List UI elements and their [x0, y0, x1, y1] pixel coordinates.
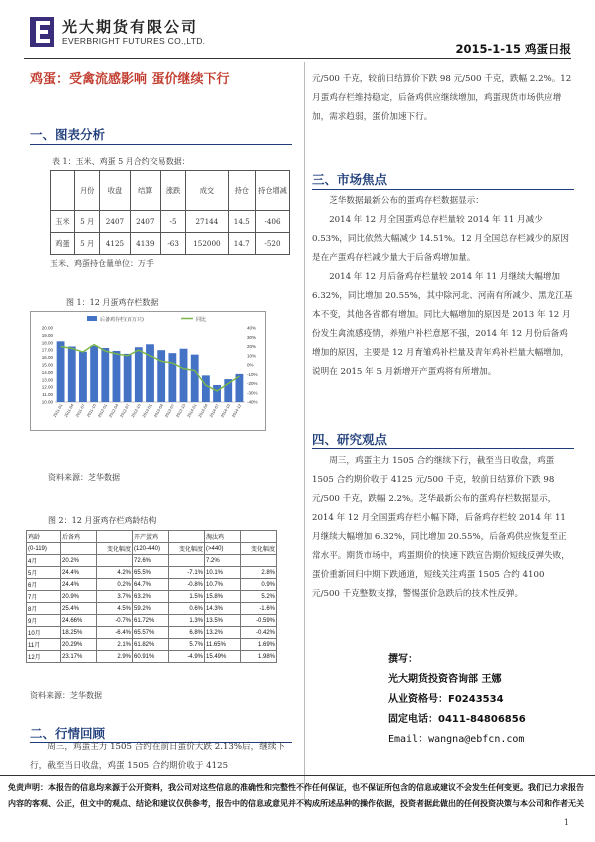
- x-tick-label: 2011-07: [74, 403, 86, 418]
- table2-cell: 10月: [27, 627, 61, 639]
- table-row: [27, 567, 277, 579]
- x-tick-label: 2014-07: [208, 403, 220, 419]
- table2-cell: 0.6%: [169, 603, 205, 615]
- author-name: 光大期货投资咨询部 王娜: [388, 674, 502, 685]
- table1-cell: 玉米: [51, 211, 75, 233]
- table2-cell: (>440): [205, 543, 241, 555]
- table2-cell: 14.3%: [205, 603, 241, 615]
- table2-cell: 0.9%: [241, 579, 277, 591]
- table2-cell: 开产蛋鸡: [133, 531, 169, 543]
- table1-cell: 152000: [186, 233, 228, 255]
- section-rule: [312, 448, 574, 449]
- table1-cell: -520: [256, 233, 290, 255]
- table1-cell: -406: [256, 211, 290, 233]
- table2-cell: -0.7%: [97, 615, 133, 627]
- review-continued-paragraph: 元/500 千克，较前日结算价下跌 98 元/500 千克，跌幅 2.2%。12 月蛋鸡存栏维持稳定，后备鸡供应继续增加，鸡蛋现货市场供应增加，需求趋弱，蛋价加速下行。: [312, 74, 572, 122]
- table-row: [27, 591, 277, 603]
- table-row: [27, 651, 277, 663]
- x-tick-label: 2014-10: [219, 403, 232, 419]
- x-tick-label: 2012-10: [130, 403, 142, 419]
- table1-cell: 5 月: [75, 233, 100, 255]
- x-tick-label: 2014-01: [185, 403, 198, 419]
- table2-cell: 15.49%: [205, 651, 241, 663]
- table2-cell: [97, 555, 133, 567]
- y2-tick-label: 20%: [247, 344, 257, 349]
- table2-cell: 8月: [27, 603, 61, 615]
- header-rule: [24, 58, 571, 59]
- x-tick-label: 2014-04: [197, 403, 209, 419]
- table2-cell: 20.9%: [61, 591, 97, 603]
- review-paragraph: 周三，鸡蛋主力 1505 合约在前日蛋价大跌 2.13%后，继续下行，截至当日收盘，鸡蛋 1505 合约期价收于 4125: [30, 742, 286, 771]
- table-row: [27, 579, 277, 591]
- table1-cell: 14.7: [228, 233, 255, 255]
- x-tick-label: 2012-07: [118, 403, 131, 419]
- x-tick-label: 2013-10: [174, 403, 187, 419]
- table2-cell: 15.8%: [205, 591, 241, 603]
- trading-data-table: [50, 170, 290, 255]
- company-logo-icon: [30, 17, 54, 47]
- table2-cell: 鸡龄: [27, 531, 61, 543]
- legend-label-bars: 后备鸡存栏(百万只): [100, 317, 144, 323]
- table1-header: 月份: [75, 171, 100, 211]
- y-tick-label: 13.00: [41, 377, 53, 383]
- figure1-caption: 图 1：12 月蛋鸡存栏数据: [66, 298, 159, 307]
- table2-cell: 2.8%: [241, 567, 277, 579]
- section-rule: [312, 189, 574, 190]
- bar: [101, 348, 109, 402]
- table2-cell: 1.3%: [169, 615, 205, 627]
- table2-cell: 61.82%: [133, 639, 169, 651]
- footer-rule: [0, 775, 595, 776]
- table1-header: 涨跌: [160, 171, 185, 211]
- table2-cell: 64.7%: [133, 579, 169, 591]
- table2-cell: 5.2%: [241, 591, 277, 603]
- table-row: [27, 543, 277, 555]
- y-tick-label: 19.00: [41, 332, 53, 338]
- figure2-caption: 图 2：12 月蛋鸡存栏鸡龄结构: [48, 516, 157, 525]
- bar: [168, 353, 176, 402]
- table1-cell: -63: [160, 233, 185, 255]
- table2-cell: 后备鸡: [61, 531, 97, 543]
- x-tick-label: 2013-04: [152, 403, 165, 419]
- bar: [157, 350, 165, 402]
- table2-cell: -1.6%: [241, 603, 277, 615]
- author-phone: 固定电话：0411-84806856: [388, 714, 526, 725]
- table2-cell: 1.69%: [241, 639, 277, 651]
- table2-cell: 9月: [27, 615, 61, 627]
- y2-tick-label: -40%: [247, 399, 258, 405]
- table2-cell: [241, 531, 277, 543]
- bar: [79, 352, 87, 402]
- table2-cell: 2.1%: [97, 639, 133, 651]
- view-paragraph: 周三，鸡蛋主力 1505 合约继续下行，截至当日收盘，鸡蛋 1505 合约期价收于 4125 元/500 千克，较前日结算价下跌 98 元/500 千克，跌幅 2.2%。芝华最新公布的蛋鸡存栏数据显示，2014 年 12 月全国蛋鸡存栏小幅下降，后备鸡存栏较 2014 年 11 月继续大幅增加 6.32%，同比增加 20.55%，后备鸡供应恢复至正常水平。期货市场中，鸡蛋期价的快速下跌宣告期价短线反弹失败，蛋价重新回归中期下跌通道，短线关注鸡蛋 1505 合约 4100 元/500 千克整数支撑，警惕蛋价急跌后的技术性反弹。: [312, 456, 570, 599]
- bar: [191, 355, 199, 402]
- table-row: [27, 615, 277, 627]
- table1-cell: 4139: [130, 233, 160, 255]
- y-tick-label: 15.00: [41, 362, 53, 368]
- x-tick-label: 2012-04: [107, 403, 120, 419]
- table2-cell: -6.4%: [97, 627, 133, 639]
- table-row: [27, 639, 277, 651]
- table2-cell: 59.2%: [133, 603, 169, 615]
- table1-cell: 4125: [100, 233, 130, 255]
- table2-cell: 24.4%: [61, 567, 97, 579]
- table2-cell: (0-119): [27, 543, 61, 555]
- table2-cell: [61, 543, 97, 555]
- table2-cell: 6月: [27, 579, 61, 591]
- y-tick-label: 10.00: [41, 399, 53, 405]
- layer-stock-chart: [31, 312, 267, 432]
- table1-caption: 表 1：玉米、鸡蛋 5 月合约交易数据：: [52, 157, 190, 166]
- table2-cell: 20.2%: [61, 555, 97, 567]
- table2-cell: 5.7%: [169, 639, 205, 651]
- author-license: 从业资格号：F0243534: [388, 694, 504, 705]
- table2-cell: 3.7%: [97, 591, 133, 603]
- table2-cell: 淘汰鸡: [205, 531, 241, 543]
- x-tick-label: 2014-12: [230, 403, 243, 419]
- figure2-table-wrap: [26, 530, 277, 663]
- table2-cell: 4.2%: [97, 567, 133, 579]
- flock-age-table: [26, 530, 277, 663]
- report-date-title: 2015-1-15 鸡蛋日报: [455, 42, 571, 56]
- column-divider: [304, 62, 305, 802]
- legend-label-line: 同比: [196, 317, 207, 323]
- table1-note: 玉米、鸡蛋持仓量单位：万手: [50, 259, 154, 268]
- x-tick-label: 2011-04: [63, 403, 75, 418]
- figure2-source: 资料来源：芝华数据: [30, 691, 102, 700]
- table2-cell: 2.9%: [97, 651, 133, 663]
- table2-cell: 13.2%: [205, 627, 241, 639]
- focus-paragraph-1: 芝华数据最新公布的蛋鸡存栏数据显示：: [329, 196, 484, 206]
- table1-cell: -5: [160, 211, 185, 233]
- author-email: Email：wangna@ebfcn.com: [388, 734, 525, 745]
- y2-tick-label: 30%: [247, 334, 257, 340]
- table2-cell: 65.5%: [133, 567, 169, 579]
- section-market-review: 二、行情回顾: [30, 726, 106, 741]
- table1-cell: 2407: [100, 211, 130, 233]
- y2-tick-label: -20%: [247, 381, 258, 386]
- bar: [68, 347, 76, 403]
- table2-cell: 6.8%: [169, 627, 205, 639]
- y2-tick-label: -30%: [247, 390, 258, 396]
- table2-cell: 0.2%: [97, 579, 133, 591]
- table1-cell: 14.5: [228, 211, 255, 233]
- bar: [213, 385, 221, 402]
- table-row: [27, 603, 277, 615]
- table2-cell: 65.57%: [133, 627, 169, 639]
- article-title: 鸡蛋：受禽流感影响 蛋价继续下行: [30, 72, 230, 87]
- table2-cell: -7.1%: [169, 567, 205, 579]
- table-row: [27, 627, 277, 639]
- x-tick-label: 2011-01: [51, 403, 64, 418]
- table2-cell: 变化幅度: [97, 543, 133, 555]
- bar: [202, 375, 210, 402]
- table1-header: [51, 171, 75, 211]
- y2-tick-label: -10%: [247, 371, 258, 377]
- table1-header: 结算: [130, 171, 160, 211]
- table2-cell: -4.9%: [169, 651, 205, 663]
- table-row: [51, 211, 290, 233]
- y-tick-label: 18.00: [41, 340, 53, 346]
- y2-tick-label: 10%: [247, 353, 257, 359]
- table2-cell: 24.4%: [61, 579, 97, 591]
- y2-tick-label: 40%: [247, 325, 257, 331]
- table2-cell: 61.72%: [133, 615, 169, 627]
- table2-cell: 23.17%: [61, 651, 97, 663]
- figure1-source: 资料来源：芝华数据: [48, 473, 120, 482]
- y-tick-label: 12.00: [41, 384, 53, 390]
- table-row: [51, 233, 290, 255]
- table2-cell: 7月: [27, 591, 61, 603]
- bar: [146, 344, 154, 402]
- table2-cell: -0.8%: [169, 579, 205, 591]
- table2-cell: (120-440): [133, 543, 169, 555]
- page-number: 1: [563, 818, 569, 827]
- section-research-view: 四、研究观点: [312, 432, 388, 447]
- table2-cell: 10.1%: [205, 567, 241, 579]
- y2-tick-label: 0%: [247, 362, 254, 368]
- table2-cell: 4.5%: [97, 603, 133, 615]
- table2-cell: 13.5%: [205, 615, 241, 627]
- table2-cell: 变化幅度: [241, 543, 277, 555]
- bar: [57, 341, 65, 402]
- table2-cell: 4月: [27, 555, 61, 567]
- y-tick-label: 17.00: [41, 347, 53, 353]
- legend-swatch-bars: [87, 316, 97, 321]
- table2-cell: 72.6%: [133, 555, 169, 567]
- y-tick-label: 16.00: [41, 355, 53, 361]
- table1-cell: 27144: [186, 211, 228, 233]
- table2-cell: 1.98%: [241, 651, 277, 663]
- focus-paragraph-3: 2014 年 12 月后备鸡存栏量较 2014 年 11 月继续大幅增加 6.32%，同比增加 20.55%，其中除河北、河南有所减少、黑龙江基本不变，其他各省都有增加。同比大幅增加的原因是 2013 年 12 月份发生禽流感疫情，养殖户补栏意愿不强，2014 年 12 月份后备鸡增加的原因，主要是 12 月育雏鸡补栏量及青年鸡补栏量大幅增加，说明在 2015 年 5 月新增开产蛋鸡将有所增加。: [312, 272, 573, 377]
- author-label: 撰写：: [388, 654, 418, 665]
- brand-name-cn: 光大期货有限公司: [62, 18, 199, 36]
- y-tick-label: 20.00: [41, 325, 53, 331]
- focus-paragraph-2: 2014 年 12 月全国蛋鸡总存栏量较 2014 年 11 月减少 0.53%，同比依然大幅减少 14.51%。12 月全国总存栏减少的原因是在产蛋鸡存栏减少量大于后备鸡增加量。: [312, 215, 569, 263]
- table2-cell: 24.66%: [61, 615, 97, 627]
- y-tick-label: 14.00: [41, 369, 53, 375]
- table2-cell: 63.2%: [133, 591, 169, 603]
- section-rule: [30, 144, 292, 145]
- table2-cell: 60.91%: [133, 651, 169, 663]
- table2-cell: -0.42%: [241, 627, 277, 639]
- table1-header: 收盘: [100, 171, 130, 211]
- bar: [124, 354, 132, 402]
- table2-cell: [241, 555, 277, 567]
- table2-cell: 10.7%: [205, 579, 241, 591]
- table2-cell: 5月: [27, 567, 61, 579]
- bar: [180, 349, 188, 402]
- table1-header: 持仓: [228, 171, 255, 211]
- table2-cell: -0.59%: [241, 615, 277, 627]
- table2-cell: 18.25%: [61, 627, 97, 639]
- bar: [135, 347, 143, 402]
- table2-cell: 11.65%: [205, 639, 241, 651]
- table2-cell: [97, 531, 133, 543]
- table-row: [27, 555, 277, 567]
- table2-cell: 12月: [27, 651, 61, 663]
- section-market-focus: 三、市场焦点: [312, 172, 388, 187]
- disclaimer-text: 免责声明：本报告的信息均来源于公开资料，我公司对这些信息的准确性和完整性不作任何保证，也不保证所包含的信息或建议不会发生任何变更。我们已力求报告内容的客观、公正，但文中的观点、结论和建议仅供参考，报告中的信息或意见并不构成所述品种的操作依据，投资者据此做出的任何投资决策与本公司和作者无关: [8, 783, 584, 808]
- table1-header: 持仓增减: [256, 171, 290, 211]
- table2-cell: [169, 555, 205, 567]
- table2-cell: [169, 531, 205, 543]
- y-tick-label: 11.00: [42, 392, 53, 398]
- bar: [113, 351, 121, 402]
- section-chart-analysis: 一、图表分析: [30, 127, 106, 142]
- table2-cell: 1.5%: [169, 591, 205, 603]
- table2-cell: 25.4%: [61, 603, 97, 615]
- table2-cell: 20.29%: [61, 639, 97, 651]
- bar: [90, 346, 98, 402]
- x-tick-label: 2012-01: [96, 403, 109, 419]
- table2-cell: 变化幅度: [169, 543, 205, 555]
- figure1-chart: [30, 311, 266, 431]
- table1-cell: 鸡蛋: [51, 233, 75, 255]
- table2-cell: 7.2%: [205, 555, 241, 567]
- table-row: [27, 531, 277, 543]
- table1-cell: 5 月: [75, 211, 100, 233]
- table1-header: 成交: [186, 171, 228, 211]
- x-tick-label: 2013-07: [163, 403, 176, 419]
- table2-cell: 11月: [27, 639, 61, 651]
- x-tick-label: 2011-10: [85, 403, 97, 418]
- brand-name-en: EVERBRIGHT FUTURES CO.,LTD.: [62, 36, 206, 46]
- x-tick-label: 2013-01: [141, 403, 153, 419]
- table1-cell: 2407: [130, 211, 160, 233]
